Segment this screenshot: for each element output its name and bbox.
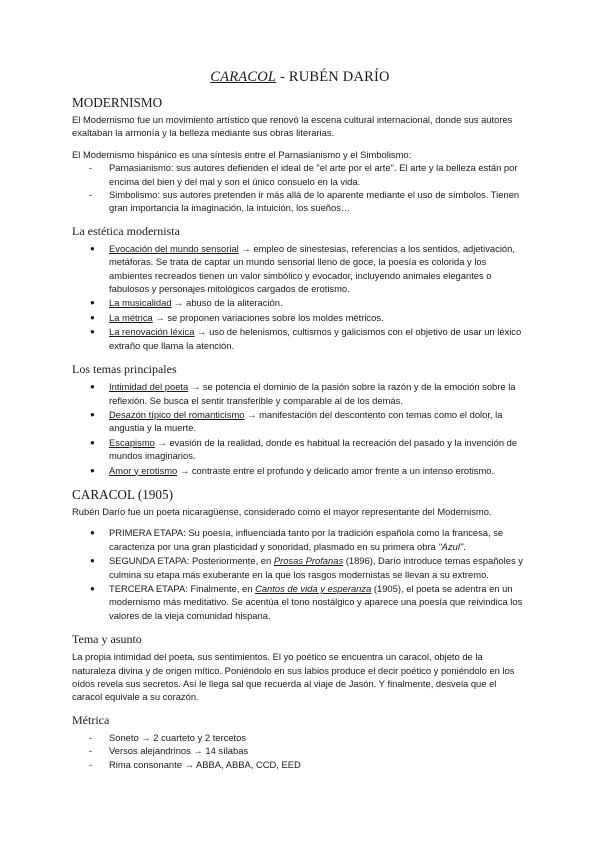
metrica-list bbox=[72, 731, 528, 771]
modernismo-list bbox=[72, 161, 528, 215]
list-item bbox=[72, 296, 528, 309]
list-item-text: → contraste entre el profundo y delicado amor frente a un intenso erotismo. bbox=[177, 464, 495, 476]
document-title bbox=[72, 68, 528, 86]
list-item bbox=[72, 325, 528, 352]
bullet-marker: ● bbox=[90, 382, 95, 392]
etapa-text-after: (1905), el poeta se adentra en un modernismo más meditativo. Se acentúa el tono nostálgico y aparece una poesía que reivindica los valores de la vieja comunidad hispana. bbox=[109, 582, 523, 621]
dash-marker: - bbox=[89, 189, 93, 201]
modernismo-heading: MODERNISMO bbox=[72, 95, 163, 110]
temas-list bbox=[72, 380, 528, 477]
bullet-marker: ● bbox=[90, 437, 95, 447]
list-item-term: La métrica bbox=[109, 311, 153, 323]
list-item bbox=[72, 758, 528, 771]
dash-marker: - bbox=[89, 758, 93, 770]
list-item bbox=[72, 188, 528, 215]
caracol-heading: CARACOL (1905) bbox=[72, 486, 173, 502]
bullet-marker: ● bbox=[90, 327, 95, 337]
list-item bbox=[72, 744, 528, 757]
list-item-term: Amor y erotismo bbox=[109, 464, 178, 476]
list-item bbox=[72, 554, 528, 581]
list-item bbox=[72, 311, 528, 324]
list-item-text: → evasión de la realidad, donde es habitual la recreación del pasado y la invención de mundos imaginarios. bbox=[109, 436, 518, 462]
list-item bbox=[72, 161, 528, 188]
list-item-text: → manifestación del descontento con temas como el dolor, la angustia y la muerte. bbox=[109, 408, 503, 434]
estetica-list bbox=[72, 242, 528, 352]
list-item-text: Parnasianismo: sus autores defienden el ideal de "el arte por el arte". El arte y la belleza están por encima del bien y del mal y son el único consuelo en la vida. bbox=[109, 162, 518, 187]
list-item bbox=[72, 242, 528, 296]
list-item-term: Intimidad del poeta bbox=[109, 381, 189, 393]
title-author: RUBÉN DARÍO bbox=[288, 69, 390, 85]
list-item-term: Evocación del mundo sensorial bbox=[109, 242, 239, 254]
tema-text: La propia intimidad del poeta, sus sentimientos. El yo poético se encuentra un caracol, objeto de la naturaleza divina y de origen mítico. Poniéndolo en sus labios produce el decir poético y poniéndolo en los oídos revela sus secretos. Así le llega sal que recuerda al viaje de Jasón. Y finalmente, desvela que el caracol equivale a su corazón. bbox=[72, 651, 515, 703]
etapa-work-title: Prosas Profanas bbox=[273, 555, 344, 567]
list-item bbox=[72, 582, 528, 622]
list-item-term: Escapismo bbox=[109, 436, 155, 448]
list-item-text: → se potencia el dominio de la pasión sobre la razón y de la emoción sobre la reflexión. Se busca el sentir transferible y comparable al de los demás. bbox=[109, 381, 516, 406]
bullet-marker: ● bbox=[90, 465, 95, 475]
bullet-marker: ● bbox=[90, 243, 95, 253]
caracol-intro: Rubén Darío fue un poeta nicaragüense, considerado como el mayor representante del Modernismo. bbox=[72, 505, 492, 517]
metrica-heading: Métrica bbox=[72, 712, 110, 727]
dash-marker: - bbox=[89, 745, 93, 757]
etapa-work-title: "Azul" bbox=[438, 540, 464, 552]
list-item bbox=[72, 408, 528, 435]
list-item bbox=[72, 436, 528, 463]
modernismo-intro: El Modernismo fue un movimiento artístico que renovó la escena cultural internacional, donde sus autores exaltaban la armonía y la belleza mediante sus obras literarias. bbox=[72, 114, 513, 139]
document-page bbox=[72, 68, 528, 771]
etapa-work-title: Cantos de vida y esperanza bbox=[255, 582, 372, 594]
title-separator: - bbox=[276, 69, 289, 85]
etapa-text-after: . bbox=[463, 540, 466, 552]
bullet-marker: ● bbox=[90, 556, 95, 566]
bullet-marker: ● bbox=[90, 312, 95, 322]
dash-marker: - bbox=[89, 162, 93, 174]
etapas-list bbox=[72, 526, 528, 622]
list-item-text: → uso de helenismos, cultismos y galicismos con el objetivo de usar un léxico extraño que llama la atención. bbox=[109, 326, 522, 351]
temas-heading: Los temas principales bbox=[72, 362, 177, 377]
list-item bbox=[72, 731, 528, 744]
bullet-marker: ● bbox=[90, 298, 95, 308]
modernismo-synthesis: El Modernismo hispánico es una síntesis entre el Parnasianismo y el Simbolismo: bbox=[72, 148, 412, 160]
list-item-term: La renovación léxica bbox=[109, 326, 195, 338]
list-item-text: Simbolismo: sus autores pretenden ir más allá de lo aparente mediante el uso de símbolos. Tienen gran importancia la imaginación, la intuición, los sueños… bbox=[109, 189, 520, 214]
tema-heading: Tema y asunto bbox=[72, 632, 142, 647]
list-item-text: Rima consonante → ABBA, ABBA, CCD, EED bbox=[109, 758, 301, 770]
etapa-text-before: SEGUNDA ETAPA: Posteriormente, en bbox=[109, 555, 274, 567]
bullet-marker: ● bbox=[90, 409, 95, 419]
estetica-heading: La estética modernista bbox=[72, 223, 180, 238]
list-item-term: Desazón típico del romanticismo bbox=[109, 408, 245, 420]
list-item-text: → se proponen variaciones sobre los moldes métricos. bbox=[152, 311, 384, 323]
etapa-text-after: (1896), Darío introduce temas españoles y culmina su etapa más exuberante en la que los rasgos modernistas se llevan a su extremo. bbox=[109, 555, 523, 580]
etapa-text-before: PRIMERA ETAPA: Su poesía, influenciada tanto por la tradición española como la francesa, se caracteriza por una gran plasticidad y sonoridad, plasmado en su primera obra bbox=[109, 527, 504, 552]
etapa-text-before: TERCERA ETAPA: Finalmente, en bbox=[109, 582, 256, 594]
list-item bbox=[72, 526, 528, 553]
list-item-text: Versos alejandrinos → 14 sílabas bbox=[109, 745, 249, 757]
list-item-text: → abuso de la aliteración. bbox=[171, 297, 283, 309]
list-item bbox=[72, 464, 528, 477]
bullet-marker: ● bbox=[90, 583, 95, 593]
title-work: CARACOL bbox=[210, 69, 277, 85]
list-item bbox=[72, 380, 528, 407]
list-item-text: Soneto → 2 cuarteto y 2 tercetos bbox=[109, 731, 247, 743]
bullet-marker: ● bbox=[90, 528, 95, 538]
list-item-text: → empleo de sinestesias, referencias a los sentidos, adjetivación, metáforas. Se trata de captar un mundo sensorial lleno de goce, la poesía es colorida y los ambientes recreados tienen un valor simbólico y evocador, incluyendo animales elegantes o fabulosos y personajes mitológicos cargados de erotismo. bbox=[109, 242, 515, 295]
dash-marker: - bbox=[89, 731, 93, 743]
list-item-term: La musicalidad bbox=[109, 297, 172, 309]
